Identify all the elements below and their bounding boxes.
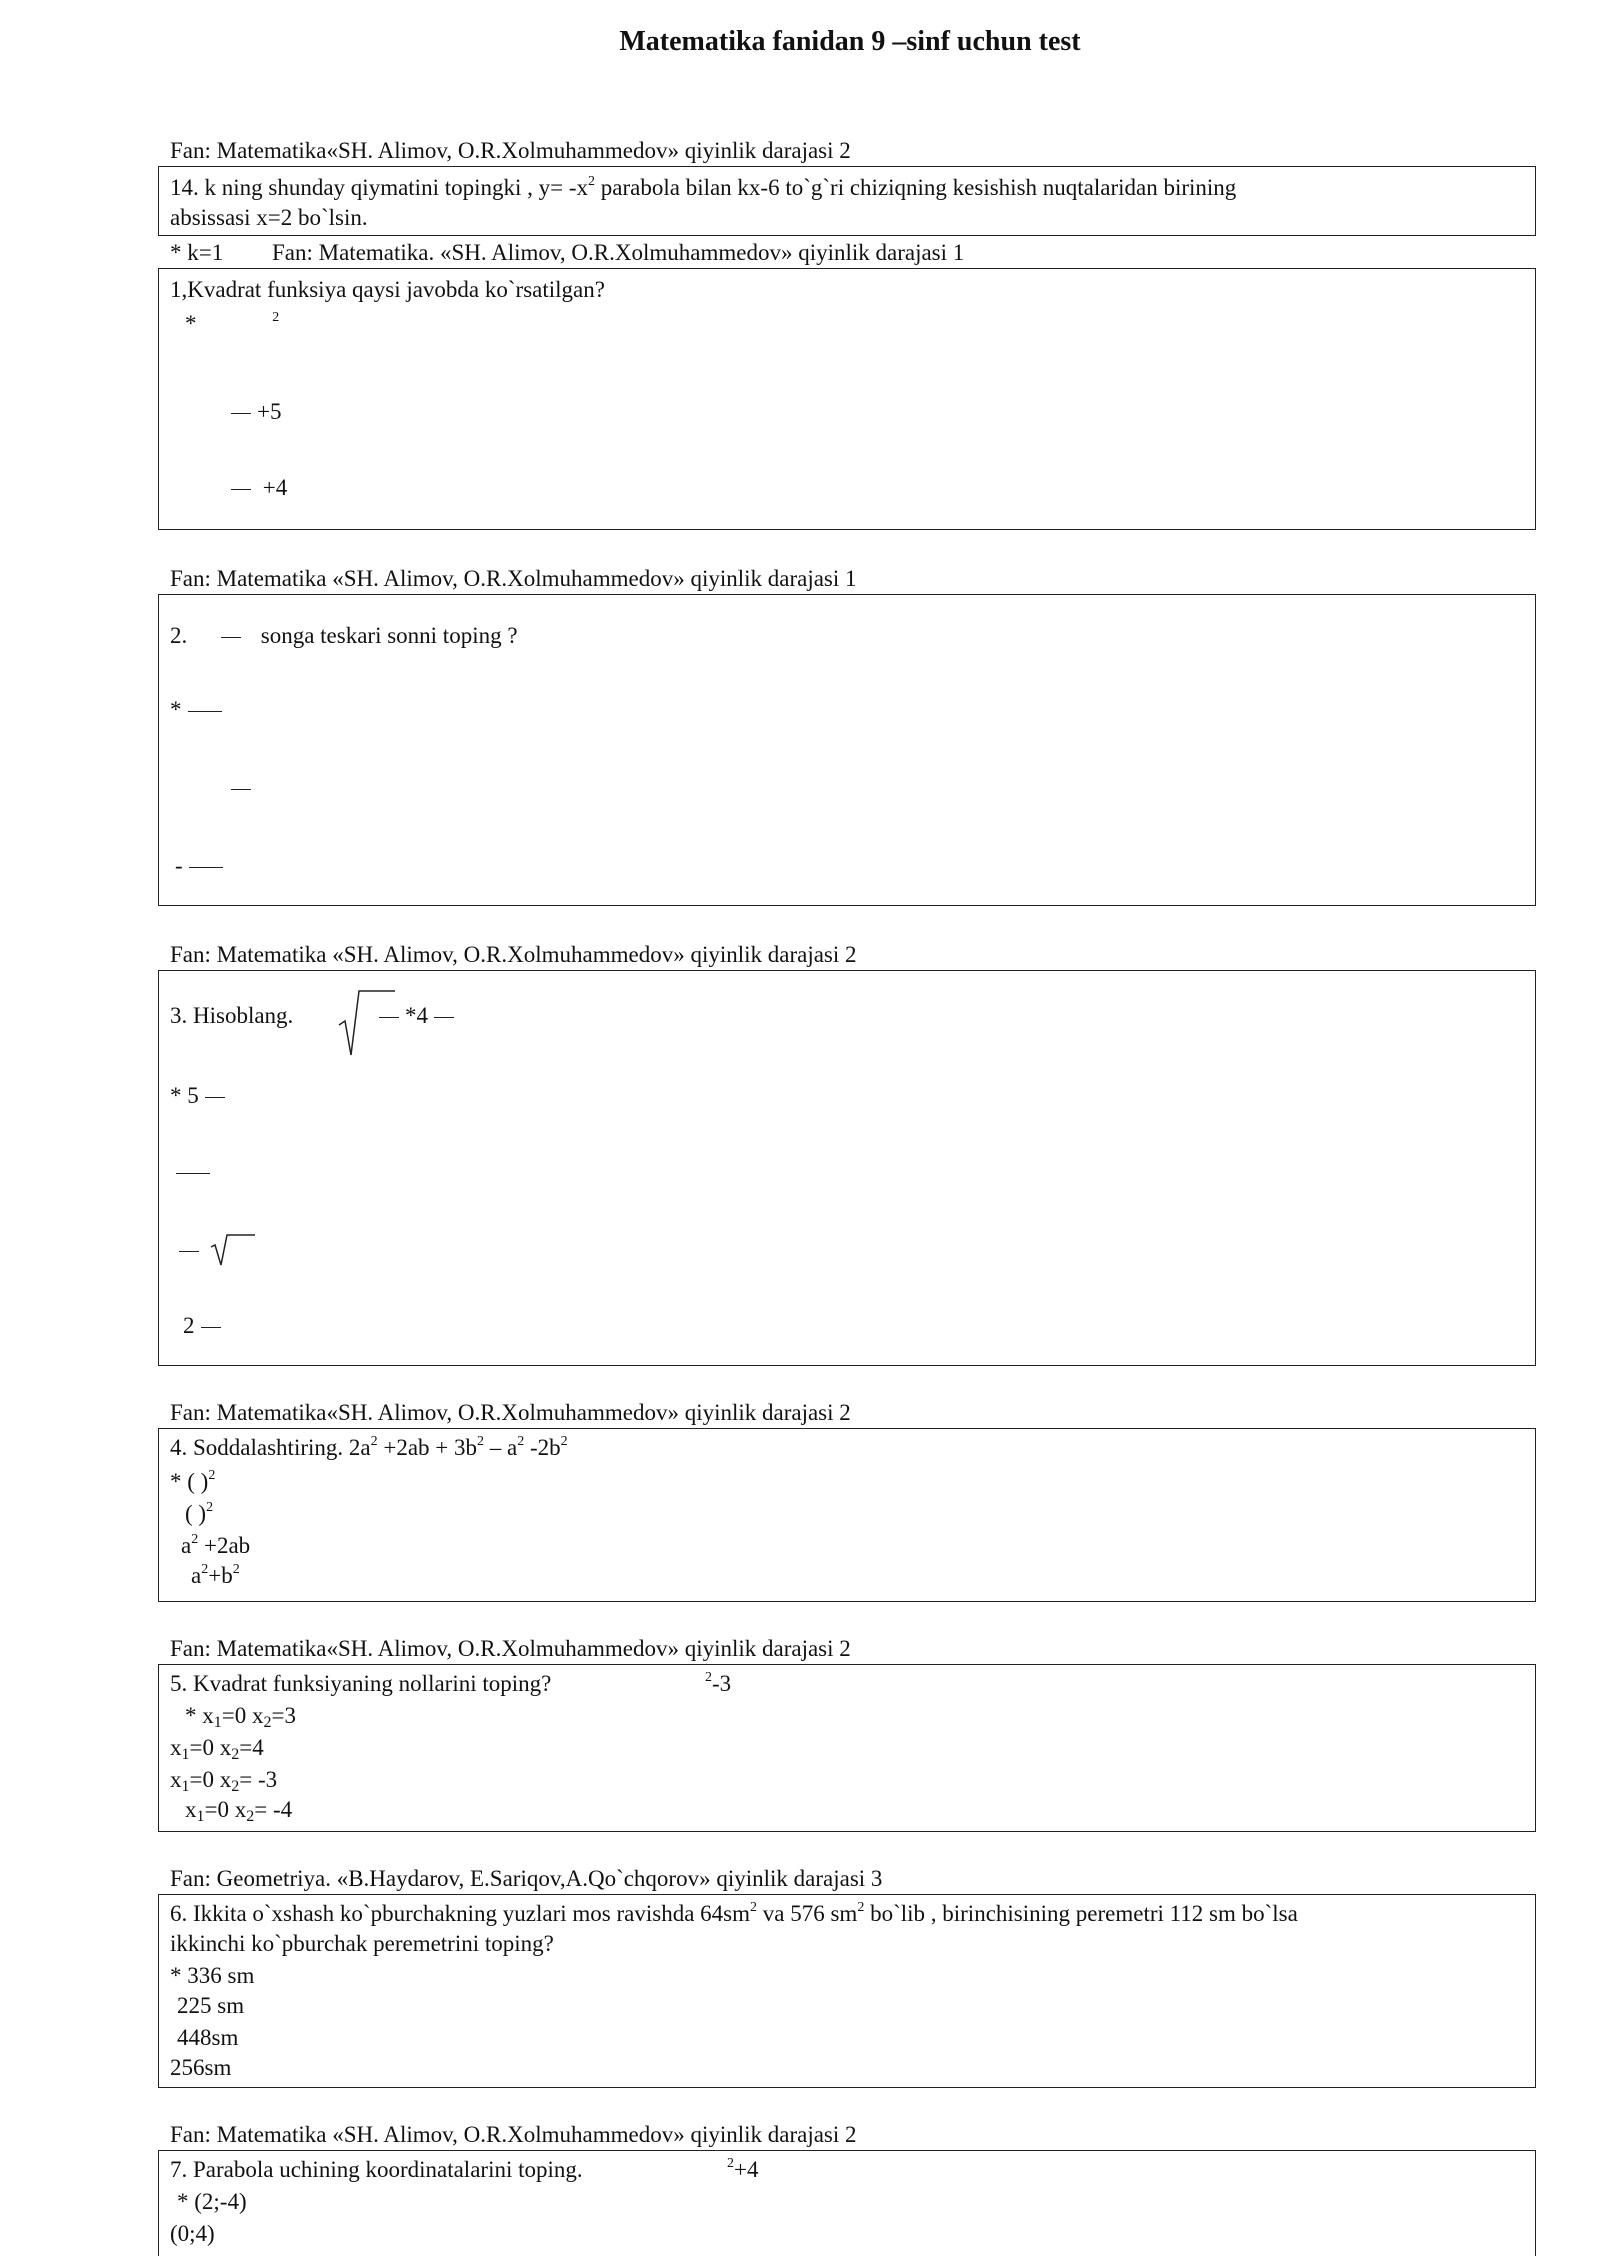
question-5-box — [158, 1664, 1536, 1832]
question-4-option-1: * ( )$^2$ — [170, 1468, 216, 1494]
fraction-bar — [205, 1097, 225, 1098]
question-3-option-3 — [173, 1235, 205, 1265]
question-14-text-line-2: absissasi x=2 bo`lsin. — [170, 205, 368, 230]
fraction-bar — [231, 413, 251, 414]
question-3-header: Fan: Matematika «SH. Alimov, O.R.Xolmuhammedov» qiyinlik darajasi 2 — [170, 942, 857, 967]
question-2-option-1: * — [170, 695, 228, 725]
question-7-text: 7. Parabola uchining koordinatalarini toping. — [170, 2157, 583, 2182]
question-14-box — [158, 166, 1536, 236]
fraction-bar — [188, 711, 222, 712]
question-3-option-4: 2 — [183, 1311, 227, 1341]
question-2-header: Fan: Matematika «SH. Alimov, O.R.Xolmuhammedov» qiyinlik darajasi 1 — [170, 566, 857, 591]
question-6-option-1: * 336 sm — [170, 1963, 255, 1988]
fraction-bar — [221, 637, 241, 638]
question-6-header: Fan: Geometriya. «B.Haydarov, E.Sariqov,A.Qo`chqorov» qiyinlik darajasi 3 — [170, 1866, 883, 1891]
question-7-box — [158, 2150, 1536, 2256]
question-2-option-4: - — [175, 851, 229, 881]
question-4-option-3: $a^2 +2ab$ — [181, 1532, 251, 1558]
question-5-header: Fan: Matematika«SH. Alimov, O.R.Xolmuhammedov» qiyinlik darajasi 2 — [170, 1636, 851, 1661]
question-4-header: Fan: Matematika«SH. Alimov, O.R.Xolmuhammedov» qiyinlik darajasi 2 — [170, 1400, 851, 1425]
question-14-header: Fan: Matematika«SH. Alimov, O.R.Xolmuhammedov» qiyinlik darajasi 2 — [170, 138, 851, 163]
question-2-text: 2. songa teskari sonni toping ? — [170, 623, 518, 648]
fraction-bar — [189, 867, 223, 868]
question-4-box — [158, 1428, 1536, 1602]
question-6-option-2: 225 sm — [177, 1993, 245, 2018]
question-5-option-1: * x1=0 x2=3 — [185, 1703, 296, 1731]
fraction-bar — [176, 1173, 210, 1174]
question-1-text: 1,Kvadrat funksiya qaysi javobda ko`rsatilgan? — [170, 277, 605, 302]
question-1-option-4: +4 — [225, 473, 287, 503]
question-7-option-2: (0;4) — [170, 2221, 215, 2246]
question-5-option-2: x1=0 x2=4 — [170, 1735, 264, 1763]
question-5-text: 5. Kvadrat funksiyaning nollarini toping? — [170, 1671, 552, 1696]
question-14-answer: * k=1 — [170, 240, 224, 265]
question-1-box — [158, 268, 1536, 530]
question-3-box — [158, 970, 1536, 1366]
question-7-expression: $^2$+4 — [727, 2156, 759, 2182]
fraction-bar — [231, 789, 251, 790]
question-6-text-line-1: 6. Ikkita o`xshash ko`pburchakning yuzlari mos ravishda $64sm^2$ va 576 $sm^2$ bo`lib , birinchisining peremetri 112 sm bo`lsa — [170, 1900, 1298, 1926]
fraction-bar — [231, 489, 251, 490]
question-2-box — [158, 594, 1536, 906]
page-title: Matematika fanidan 9 –sinf uchun test — [619, 26, 1081, 57]
question-3-option-2 — [170, 1157, 216, 1187]
question-6-option-4: 256sm — [170, 2055, 232, 2080]
question-5-option-3: x1=0 x2= -3 — [170, 1767, 278, 1795]
fraction-bar — [379, 1017, 399, 1018]
question-5-expression: $^2$-3 — [705, 1670, 732, 1696]
fraction-bar — [201, 1327, 221, 1328]
question-6-option-3: 448sm — [177, 2025, 239, 2050]
question-3-text: 3. Hisoblang. — [170, 1003, 294, 1028]
question-6-text-line-2: ikkinchi ko`pburchak peremetrini toping? — [170, 1931, 554, 1956]
square-root-icon — [209, 1229, 257, 1269]
question-6-box — [158, 1894, 1536, 2088]
question-1-header: Fan: Matematika. «SH. Alimov, O.R.Xolmuhammedov» qiyinlik darajasi 1 — [272, 240, 965, 265]
fraction-bar — [434, 1017, 454, 1018]
question-7-option-1: * (2;-4) — [177, 2189, 247, 2214]
question-1-option-1: * $^2$ — [185, 310, 280, 336]
question-1-option-3: +5 — [225, 397, 281, 427]
question-4-option-2: ( )$^2$ — [185, 1500, 214, 1526]
fraction-bar — [179, 1251, 199, 1252]
question-2-option-3 — [225, 773, 257, 803]
question-4-option-4: $a^2+b^2$ — [191, 1562, 240, 1588]
question-7-header: Fan: Matematika «SH. Alimov, O.R.Xolmuhammedov» qiyinlik darajasi 2 — [170, 2122, 857, 2147]
question-14-text-line-1: 14. k ning shunday qiymatini topingki , $y= -x^2$ parabola bilan kx-6 to`g`ri chiziqning kesishish nuqtalaridan birining — [170, 174, 1237, 200]
question-3-expression: *4 — [373, 1001, 460, 1031]
question-4-text: 4. Soddalashtiring. $2a^2 +2ab + 3b^2 - a^2$ $-2b^2$ — [170, 1434, 568, 1460]
question-3-option-1: * 5 — [170, 1081, 231, 1111]
question-5-option-4: x1=0 x2= -4 — [185, 1797, 293, 1825]
